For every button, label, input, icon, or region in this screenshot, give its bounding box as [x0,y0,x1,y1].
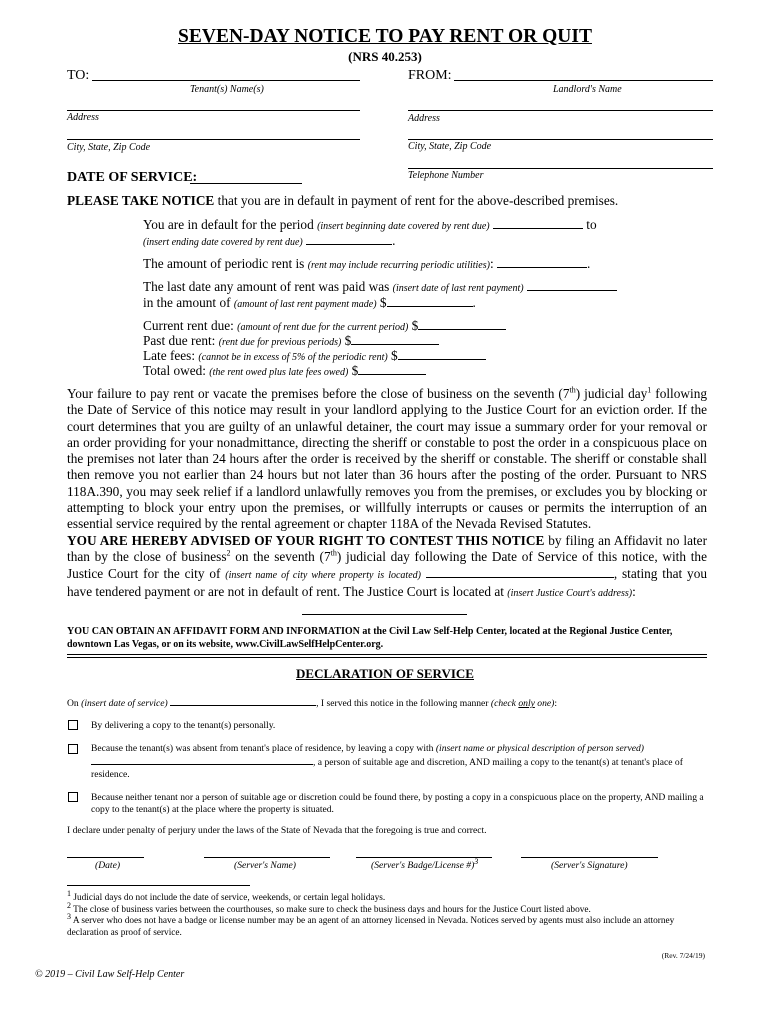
affidavit-info: YOU CAN OBTAIN AN AFFIDAVIT FORM AND INFORMATION at the Civil Law Self-Help Center, located at the Regional Justice Center, downtown Las Vegas, or on its website, www.CivilLawSelfHelpCenter.org. [67,626,673,650]
dollar-sign: $ [391,348,398,363]
from-label: FROM: [408,68,452,83]
footnote-number: 2 [67,900,71,910]
ordinal-suffix: th [569,385,576,395]
revision-date: (Rev. 7/24/19) [661,951,705,960]
server-signature-line[interactable] [521,857,658,858]
on-label: On [67,698,82,709]
tenant-city-caption: City, State, Zip Code [67,142,151,153]
check-hint-only: only [518,698,535,709]
failure-text-b: ) judicial day [575,386,648,401]
notice-intro-text: that you are in default in payment of rent for the above-described premises. [214,193,619,208]
landlord-phone-caption: Telephone Number [408,170,484,181]
section-divider [67,654,707,655]
tenant-city-field[interactable] [67,139,360,140]
footnote-ref-3: 3 [474,856,479,866]
posting-service-checkbox[interactable] [68,792,78,802]
personal-delivery-checkbox[interactable] [68,720,78,730]
total-owed-line [143,363,426,381]
periodic-rent-text: The amount of periodic rent is [143,256,308,271]
dollar-sign: $ [344,333,352,348]
footnotes [67,888,707,939]
footnote-number: 3 [67,911,71,921]
service-date-field[interactable] [170,696,316,706]
footnote-2 [67,900,707,917]
date-of-service-field[interactable] [190,183,302,184]
server-name-line[interactable] [204,857,330,858]
footnote-ref-1: 1 [647,385,652,395]
last-payment-date-field[interactable] [527,279,617,291]
server-badge-text: (Server's Badge/License #) [371,860,475,871]
ordinal-suffix: th [330,548,337,558]
footnote-3 [67,911,707,939]
person-served-field[interactable] [91,755,313,765]
current-rent-hint: (amount of rent due for the current period) [237,322,409,333]
dollar-sign: $ [351,363,359,378]
footnote-separator [67,885,250,886]
footnote-number: 1 [67,888,71,898]
server-name-caption: (Server's Name) [234,860,296,871]
landlord-name-field[interactable] [454,80,713,81]
substitute-text-b: , a person of suitable age and discretion, AND mailing a copy to the tenant(s) at tenant's place of residence. [91,757,683,780]
late-fees-field[interactable] [398,348,486,360]
footnote-ref-2: 2 [226,548,231,558]
period-end-line: (insert ending date covered by rent due) . [143,233,396,248]
section-divider [67,657,707,658]
last-payment-hint: (insert date of last rent payment) [392,283,524,294]
tenant-address-caption: Address [67,112,99,123]
contest-text-b: on the seventh (7 [230,549,331,565]
colon: : [632,583,636,599]
failure-paragraph [67,386,707,533]
landlord-name-caption: Landlord's Name [553,84,622,95]
past-due-field[interactable] [351,333,439,345]
contest-text-d: , stating that you have tendered payment or are not in default of rent. The Justice Court is located at [67,565,707,599]
contest-text-a: by filing an Affidavit no later than by the close of business [67,533,707,565]
periodic-rent-field[interactable] [497,256,587,268]
substitute-text-a: Because the tenant(s) was absent from tenant's place of residence, by leaving a copy with [91,743,436,754]
city-hint: (insert name of city where property is located) [225,569,421,581]
total-owed-label: Total owed: [143,363,210,378]
date-of-service-label: DATE OF SERVICE: [67,170,198,185]
server-badge-caption [371,856,479,872]
total-owed-hint: (the rent owed plus late fees owed) [209,367,349,378]
total-owed-field[interactable] [358,363,426,375]
period-to-text: to [582,217,597,232]
current-rent-field[interactable] [418,318,506,330]
court-address-hint: (insert Justice Court's address) [507,587,633,599]
failure-text-a: Your failure to pay rent or vacate the premises before the close of business on the seventh (7 [67,386,570,401]
notice-intro [67,193,618,209]
past-due-hint: (rent due for previous periods) [218,337,342,348]
period-end-field[interactable] [306,233,392,245]
option-substitute-service [91,743,707,781]
server-signature-caption: (Server's Signature) [551,860,628,871]
contest-bold: YOU ARE HEREBY ADVISED OF YOUR RIGHT TO CONTEST THIS NOTICE [67,533,545,548]
contest-paragraph [67,533,707,602]
landlord-address-field[interactable] [408,110,713,111]
service-date-line: On (insert date of service) , I served this notice in the following manner (check only one): [67,698,557,709]
court-city-field[interactable] [426,566,614,578]
footnote-text: The close of business varies between the courthouses, so make sure to check the business days and hours for the Justice Court listed above. [73,904,591,915]
last-amount-text: in the amount of [143,295,234,310]
landlord-address-caption: Address [408,113,440,124]
period-start-field[interactable] [493,217,583,229]
court-address-field[interactable] [302,614,467,615]
current-rent-label: Current rent due: [143,318,238,333]
last-payment-text: The last date any amount of rent was paid was [143,279,393,294]
last-amount-line: in the amount of (amount of last rent payment made) $ . [143,295,476,310]
past-due-label: Past due rent: [143,333,219,348]
contest-text-c: ) judicial day following the Date of Service of this notice, with the Justice Court for the city of [67,549,707,581]
date-caption: (Date) [95,860,121,871]
tenant-name-caption: Tenant(s) Name(s) [190,84,264,95]
last-amount-hint: (amount of last rent payment made) [233,299,377,310]
last-amount-field[interactable] [387,295,473,307]
check-hint-b: one) [534,698,555,709]
landlord-phone-field[interactable] [408,168,713,169]
copyright: © 2019 – Civil Law Self-Help Center [35,969,185,980]
served-text: , I served this notice in the following manner [316,698,491,709]
page-title: SEVEN-DAY NOTICE TO PAY RENT OR QUIT [178,26,592,47]
period-end-hint: (insert ending date covered by rent due) [143,237,303,248]
server-badge-line[interactable] [356,857,492,858]
dollar-sign: $ [411,318,419,333]
option-posting-service: Because neither tenant nor a person of suitable age or discretion could be found there, by posting a copy in a conspicuous place on the property, AND mailing a copy to the tenant(s) at the place where the property is situated. [91,792,704,815]
declaration-heading: DECLARATION OF SERVICE [296,666,474,681]
default-period-text: You are in default for the period [143,217,318,232]
footnote-1 [67,888,707,905]
date-signature-line[interactable] [67,857,144,858]
service-date-hint: (insert date of service) [81,698,168,709]
perjury-statement: I declare under penalty of perjury under the laws of the State of Nevada that the foregoing is true and correct. [67,825,487,836]
footnote-text: A server who does not have a badge or license number may be an agent of an attorney licensed in Nevada. Notices served by agents must also include an attorney declaration as proof of service. [67,916,675,938]
to-label: TO: [67,68,90,83]
tenant-address-field[interactable] [67,110,360,111]
notice-intro-bold: PLEASE TAKE NOTICE [67,193,215,208]
tenant-name-field[interactable] [92,80,360,81]
periodic-rent-hint: (rent may include recurring periodic utilities) [307,260,490,271]
statute-reference: (NRS 40.253) [348,49,422,64]
landlord-city-field[interactable] [408,139,713,140]
dollar-sign: $ [379,295,387,310]
periodic-rent-line: The amount of periodic rent is (rent may include recurring periodic utilities): . [143,256,591,271]
late-fees-label: Late fees: [143,348,199,363]
late-fees-hint: (cannot be in excess of 5% of the periodic rent) [198,352,388,363]
person-served-hint: (insert name or physical description of person served) [435,743,644,754]
landlord-city-caption: City, State, Zip Code [408,141,492,152]
substitute-service-checkbox[interactable] [68,744,78,754]
failure-text-c: following the Date of Service of this notice may result in your landlord applying to the Justice Court for an eviction order. If the court determines that you are guilty of an unlawful detainer, the court may issue a summary order for your removal or an order providing for your nonadmittance, directing the sheriff or constable to post the order in a conspicuous place on the premises not later than 24 hours after the order is received by the sheriff or constable. The sheriff or constable shall then remove you not earlier than 24 hours but not later than 36 hours after the posting of the order. Pursuant to NRS 118A.390, you may seek relief if a landlord unlawfully removes you from the premises, or excludes you by blocking or attempting to block your entry upon the premises, or willfully interrupts or causes or permits the interruption of an essential service required by the rental agreement or chapter 118A of the Nevada Revised Statutes. [67,386,707,532]
check-hint-a: (check [490,698,519,709]
option-personal-delivery: By delivering a copy to the tenant(s) personally. [91,720,276,731]
default-period-hint: (insert beginning date covered by rent due) [317,221,490,232]
footnote-text: Judicial days do not include the date of service, weekends, or certain legal holidays. [73,893,386,903]
